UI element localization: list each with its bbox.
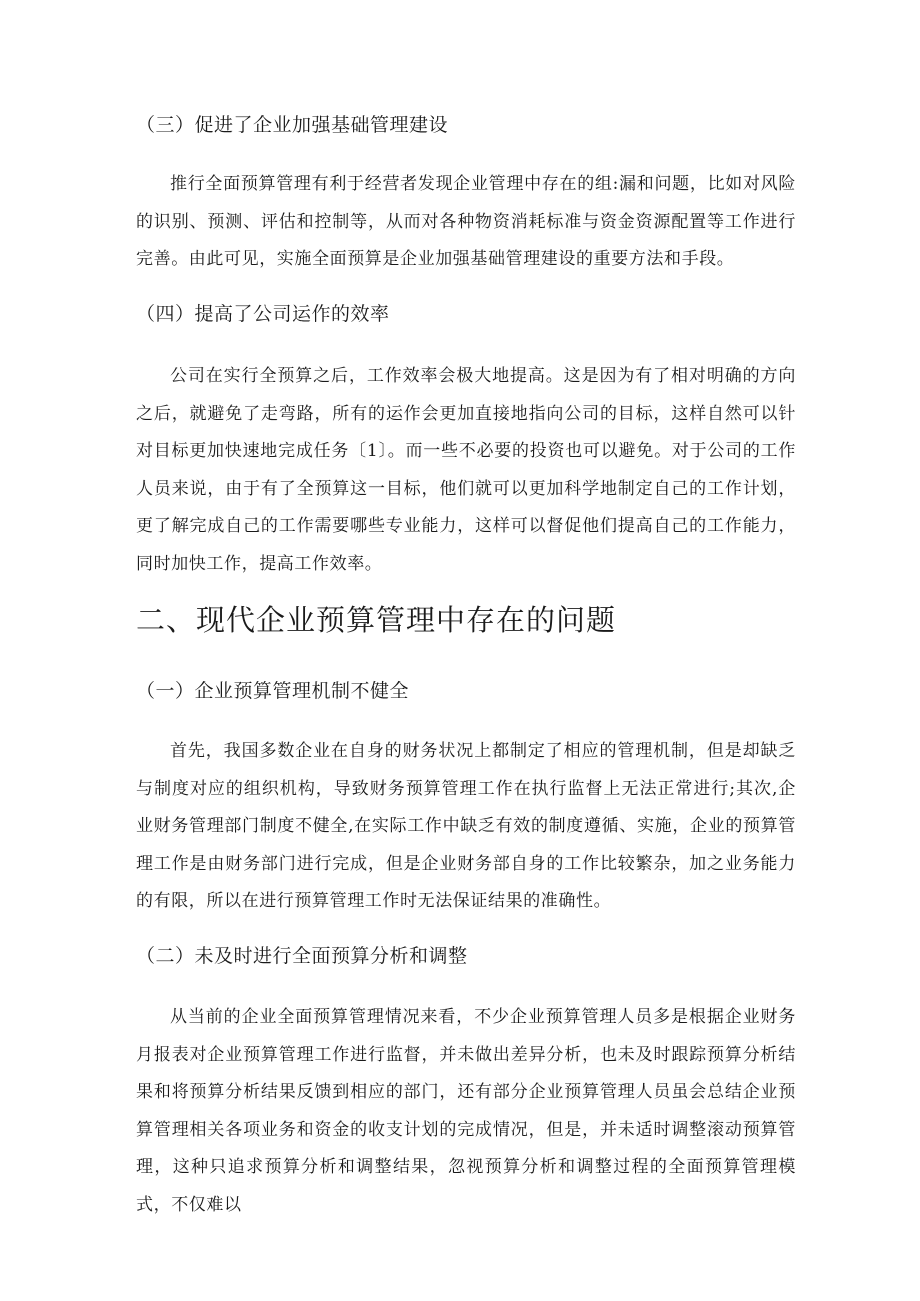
subsection-heading-1: （一）企业预算管理机制不健全 [136, 680, 410, 702]
section-heading-3: （三）促进了企业加强基础管理建设 [136, 114, 449, 136]
section-heading-4: （四）提高了公司运作的效率 [136, 303, 390, 325]
section-paragraph-4: 公司在实行全预算之后，工作效率会极大地提高。这是因为有了相对明确的方向之后，就避免了走弯路，所有的运作会更加直接地指向公司的目标，这样自然可以针对目标更加快速地完成任务〔1〕。而一些不必要的投资也可以避免。对于公司的工作人员来说，由于有了全预算这一目标，他们就可以更加科学地制定自己的工作计划，更了解完成自己的工作需要哪些专业能力，这样可以督促他们提高自己的工作能力，同时加快工作，提高工作效率。 [136, 366, 796, 574]
subsection-heading-2: （二）未及时进行全面预算分析和调整 [136, 945, 468, 967]
subsection-paragraph-2: 从当前的企业全面预算管理情况来看，不少企业预算管理人员多是根据企业财务月报表对企业预算管理工作进行监督，并未做出差异分析，也未及时跟踪预算分析结果和将预算分析结果反馈到相应的部门，还有部分企业预算管理人员虽会总结企业预算管理相关各项业务和资金的收支计划的完成情况，但是，并未适时调整滚动预算管理，这种只追求预算分析和调整结果，忽视预算分析和调整过程的全面预算管理模式，不仅难以 [136, 1007, 796, 1215]
subsection-paragraph-1: 首先，我国多数企业在自身的财务状况上都制定了相应的管理机制，但是却缺乏与制度对应的组织机构，导致财务预算管理工作在执行监督上无法正常进行;其次,企业财务管理部门制度不健全,在实际工作中缺乏有效的制度遵循、实施，企业的预算管理工作是由财务部门进行完成，但是企业财务部自身的工作比较繁杂，加之业务能力的有限，所以在进行预算管理工作时无法保证结果的准确性。 [136, 741, 796, 911]
part-heading-2: 二、现代企业预算管理中存在的问题 [136, 603, 617, 637]
section-paragraph-3: 推行全面预算管理有利于经营者发现企业管理中存在的组:漏和问题，比如对风险的识别、预测、评估和控制等，从而对各种物资消耗标准与资金资源配置等工作进行完善。由此可见，实施全面预算是企业加强基础管理建设的重要方法和手段。 [136, 174, 796, 269]
